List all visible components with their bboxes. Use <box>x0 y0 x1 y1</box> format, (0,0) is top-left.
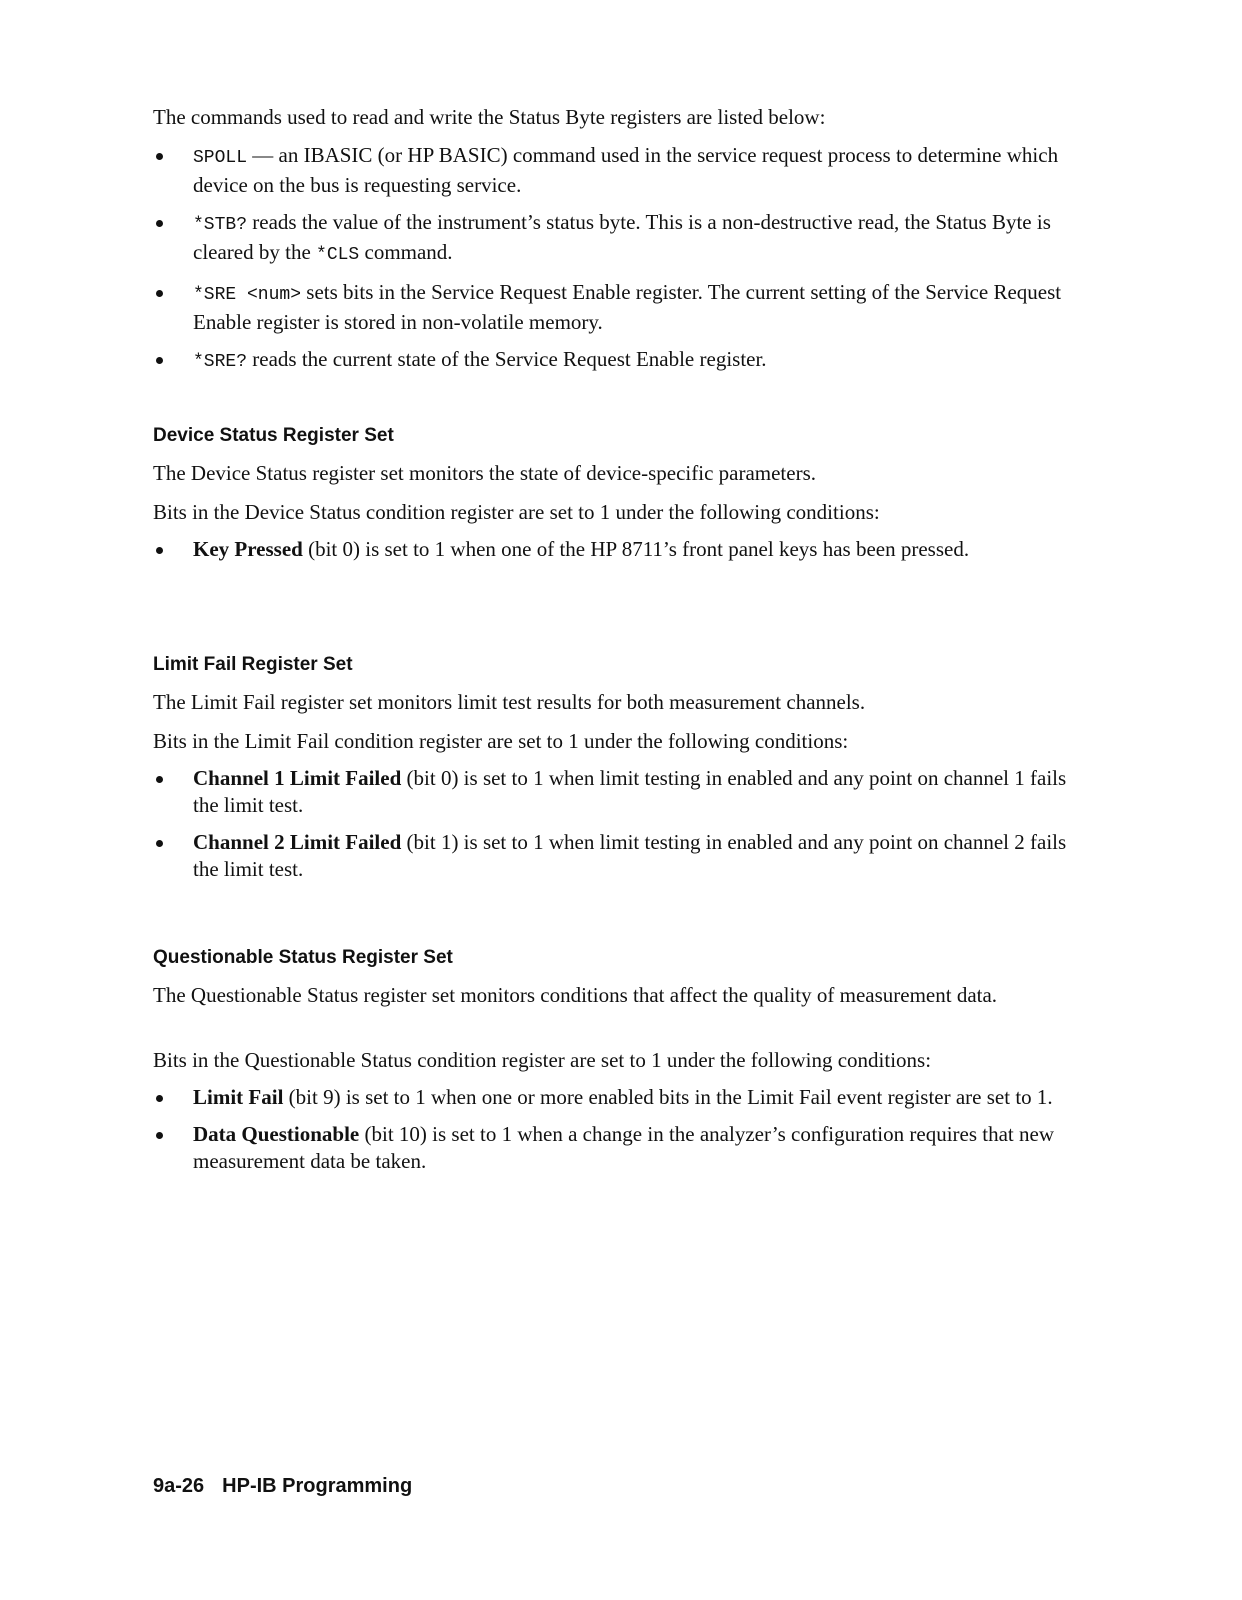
list-item <box>153 142 1073 199</box>
questionable-list <box>153 1084 1073 1185</box>
list-item <box>153 279 1073 336</box>
item-text: (bit 10) is set to 1 when a change in the analyzer’s configuration requires that new measurement data be taken. <box>193 1122 1054 1173</box>
device-status-list <box>153 536 1073 573</box>
term-channel-2: Channel 2 Limit Failed <box>193 830 402 854</box>
section-heading-limit-fail: Limit Fail Register Set <box>153 654 353 675</box>
device-status-paragraph: The Device Status register set monitors the state of device-specific parameters. <box>153 461 816 485</box>
command-cls: *CLS <box>316 245 360 265</box>
device-status-conditions: Bits in the Device Status condition register are set to 1 under the following conditions: <box>153 500 880 524</box>
item-text: reads the value of the instrument’s status byte. This is a non-destructive read, the Status Byte is cleared by the <box>193 210 1051 264</box>
list-item <box>153 346 1073 376</box>
footer-section-title: HP-IB Programming <box>222 1475 413 1497</box>
term-data-questionable: Data Questionable <box>193 1122 360 1146</box>
section-heading-device-status: Device Status Register Set <box>153 425 394 446</box>
intro-paragraph: The commands used to read and write the Status Byte registers are listed below: <box>153 105 826 129</box>
command-stb: *STB? <box>193 215 248 235</box>
term-channel-1: Channel 1 Limit Failed <box>193 766 402 790</box>
limit-fail-list <box>153 765 1073 893</box>
list-item <box>153 209 1073 269</box>
list-item <box>153 829 1073 883</box>
list-item <box>153 765 1073 819</box>
list-item <box>153 1121 1073 1175</box>
command-sre-query: *SRE? <box>193 352 248 372</box>
item-text: (bit 9) is set to 1 when one or more enabled bits in the Limit Fail event register are set to 1. <box>283 1085 1053 1109</box>
item-text: — an IBASIC (or HP BASIC) command used in the service request process to determine which device on the bus is requesting service. <box>193 143 1059 197</box>
questionable-paragraph: The Questionable Status register set monitors conditions that affect the quality of measurement data. <box>153 983 998 1007</box>
page-footer <box>153 1474 412 1498</box>
command-list <box>153 142 1073 386</box>
section-heading-questionable: Questionable Status Register Set <box>153 947 453 968</box>
limit-fail-paragraph: The Limit Fail register set monitors limit test results for both measurement channels. <box>153 690 866 714</box>
item-text: reads the current state of the Service Request Enable register. <box>247 347 767 371</box>
page-number: 9a-26 <box>153 1475 205 1497</box>
list-item <box>153 1084 1073 1111</box>
questionable-conditions: Bits in the Questionable Status condition register are set to 1 under the following conditions: <box>153 1048 932 1072</box>
list-item <box>153 536 1073 563</box>
item-text: sets bits in the Service Request Enable register. The current setting of the Service Request Enable register is stored in non-volatile memory. <box>193 280 1062 334</box>
item-text: (bit 0) is set to 1 when one of the HP 8711’s front panel keys has been pressed. <box>302 537 970 561</box>
command-spoll: SPOLL <box>193 148 248 168</box>
term-limit-fail: Limit Fail <box>193 1085 284 1109</box>
command-sre: *SRE <num> <box>193 285 302 305</box>
item-text: (bit 1) is set to 1 when limit testing in enabled and any point on channel 2 fails the limit test. <box>193 830 1067 881</box>
item-text: (bit 0) is set to 1 when limit testing in enabled and any point on channel 1 fails the limit test. <box>193 766 1067 817</box>
item-text: command. <box>359 240 453 264</box>
limit-fail-conditions: Bits in the Limit Fail condition register are set to 1 under the following conditions: <box>153 729 849 753</box>
term-key-pressed: Key Pressed <box>193 537 303 561</box>
